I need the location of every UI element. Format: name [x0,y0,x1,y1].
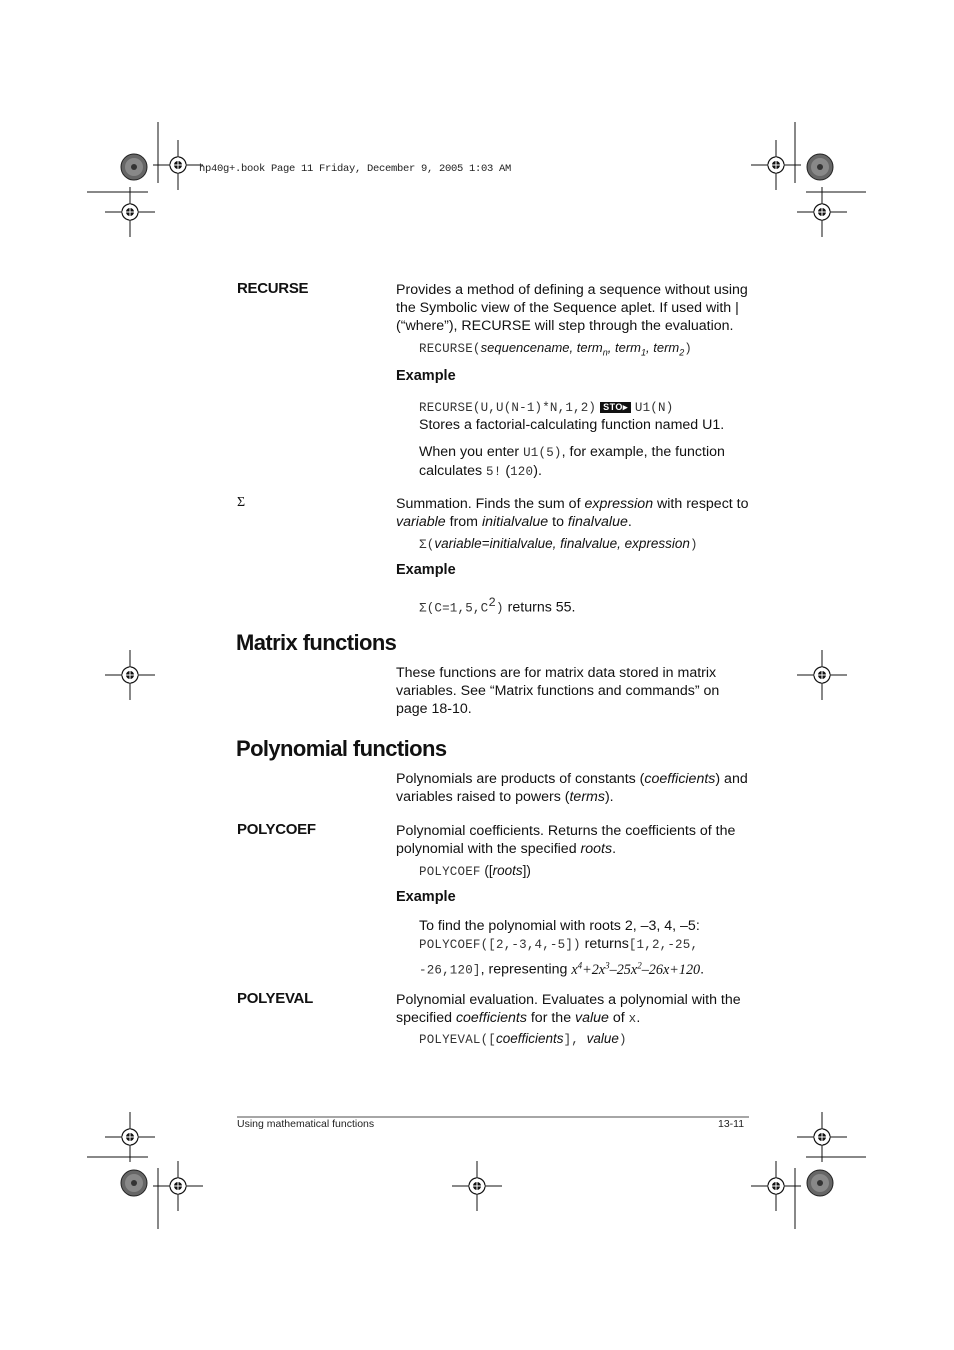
example-code: Σ(C=1,5,C [419,601,489,616]
text: with respect to [653,496,749,512]
section-heading-polynomial: Polynomial functions [236,736,447,761]
syntax-subscript: 2 [679,347,685,358]
example-code: -26,120] [419,963,481,978]
note-line [419,462,749,481]
sigma-description [396,495,756,531]
desc-line: These functions are for matrix data stored in matrix [396,665,717,681]
syntax-function: POLYCOEF [419,865,481,879]
text: variable [396,514,446,530]
syntax-close: ) [684,342,692,356]
superscript: 4 [577,960,583,970]
superscript: 2 [637,960,642,970]
text: finalvalue [567,514,628,530]
syntax-function: POLYEVAL([ [419,1033,497,1047]
text: returns [580,936,629,952]
example-code: RECURSE(U,U(N-1)*N,1,2) [419,401,597,415]
poly-term: –26x+120 [641,961,701,978]
syntax-close: ) [689,538,698,552]
syntax-subscript: n [602,347,608,358]
text: value [575,1010,609,1026]
example-code: U1(N) [634,401,674,415]
sto-key-icon: STO▸ [600,402,631,413]
desc-line: Polynomial evaluation. Evaluates a polynomial with the [396,992,741,1008]
text: expression [584,496,654,512]
recurse-example-note [419,443,749,481]
polynomial-description [396,770,756,806]
text: of [608,1010,629,1026]
text: Polynomials are products of constants ( [396,771,645,787]
text: ([ [480,863,493,878]
inline-code: U1(5) [523,446,562,460]
polycoef-example [419,917,759,980]
text: terms [569,789,605,805]
text: returns 55. [503,599,576,616]
polycoef-syntax [419,863,531,879]
example-code: ) [496,601,504,616]
sigma-example [419,594,575,618]
text: , for example, the function [561,444,725,460]
syntax-function: RECURSE( [419,342,481,356]
desc-line: page 18-10. [396,701,472,717]
recurse-desc-line: Provides a method of defining a sequence without using [396,282,748,298]
footer-page-number: 13-11 [718,1118,745,1130]
syntax-arg: variable=initialvalue, finalvalue, expression [434,536,690,551]
text: Summation. Finds the sum of [396,496,585,512]
syntax-arg: roots [492,863,523,878]
desc-line [396,770,756,788]
example-label: Example [396,368,456,384]
note-line [419,443,749,462]
example-line [419,935,759,954]
inline-code: 5! [486,465,502,479]
text: . [627,514,632,530]
print-header: hp40g+.book Page 11 Friday, December 9, 2005 1:03 AM [199,163,512,175]
term-polycoef: POLYCOEF [237,821,316,838]
recurse-syntax [419,340,692,358]
text: coefficients [455,1010,527,1026]
polycoef-description [396,822,756,858]
syntax-close: ) [618,1033,627,1047]
polyeval-description [396,991,756,1028]
syntax-arg: , term [607,340,641,355]
text: ( [501,463,511,479]
superscript: 3 [605,960,610,970]
footer-chapter-title: Using mathematical functions [237,1118,375,1130]
text: ). [533,463,542,479]
desc-line: variables. See “Matrix functions and commands” on [396,683,720,699]
text: ). [604,789,614,805]
desc-line [396,513,756,531]
desc-line [396,1009,756,1028]
recurse-example-text: Stores a factorial-calculating function named U1. [419,417,725,433]
poly-term: x [571,961,578,978]
text: for the [526,1010,576,1026]
example-text: To find the polynomial with roots 2, –3, 4, –5: [419,918,700,934]
section-heading-matrix: Matrix functions [236,630,397,655]
sigma-syntax [419,536,698,552]
recurse-desc-line: (“where”), RECURSE will step through the evaluation. [396,318,734,334]
text: specified [396,1010,456,1026]
example-code: POLYCOEF([2,-3,4,-5]) [419,938,581,952]
text: coefficients [644,771,716,787]
text: variables raised to powers ( [396,789,570,805]
example-code: [1,2,-25, [628,938,699,952]
syntax-arg: sequencename, term [480,340,603,355]
recurse-description [396,281,756,335]
syntax-sep: ], [563,1033,587,1047]
text: , representing [480,961,572,978]
text: to [548,514,568,530]
matrix-description [396,664,756,718]
poly-term: +2x [582,961,606,978]
term-polyeval: POLYEVAL [237,990,313,1007]
example-line [419,956,759,980]
text: initialvalue [481,514,549,530]
term-sigma: Σ [237,495,246,510]
recurse-desc-line: the Symbolic view of the Sequence aplet. If used with | [396,300,739,316]
desc-line [396,495,756,513]
recurse-example-code [419,398,673,417]
desc-line [396,788,756,806]
term-recurse: RECURSE [237,280,309,297]
text: . [612,841,617,857]
text: When you enter [419,444,524,460]
text: ) and [715,771,748,787]
syntax-subscript: 1 [641,347,647,358]
syntax-arg: , term [646,340,680,355]
text: polynomial with the specified [396,841,581,857]
text: . [700,961,705,978]
syntax-function: Σ( [419,538,435,552]
example-label: Example [396,562,456,578]
syntax-arg: coefficients [496,1031,564,1046]
superscript: 2 [488,596,497,610]
poly-term: –25x [609,961,638,978]
syntax-arg: value [586,1031,619,1046]
polyeval-syntax [419,1031,627,1047]
polynomial-expression [571,962,700,978]
desc-line: Polynomial coefficients. Returns the coefficients of the [396,823,736,839]
text: from [445,514,482,530]
text: ]) [522,863,531,878]
example-label: Example [396,889,456,905]
inline-code: x [628,1012,637,1026]
inline-code: 120 [510,465,534,479]
text: roots [580,841,613,857]
text: calculates [419,463,487,479]
text: . [636,1010,641,1026]
desc-line [396,840,756,858]
